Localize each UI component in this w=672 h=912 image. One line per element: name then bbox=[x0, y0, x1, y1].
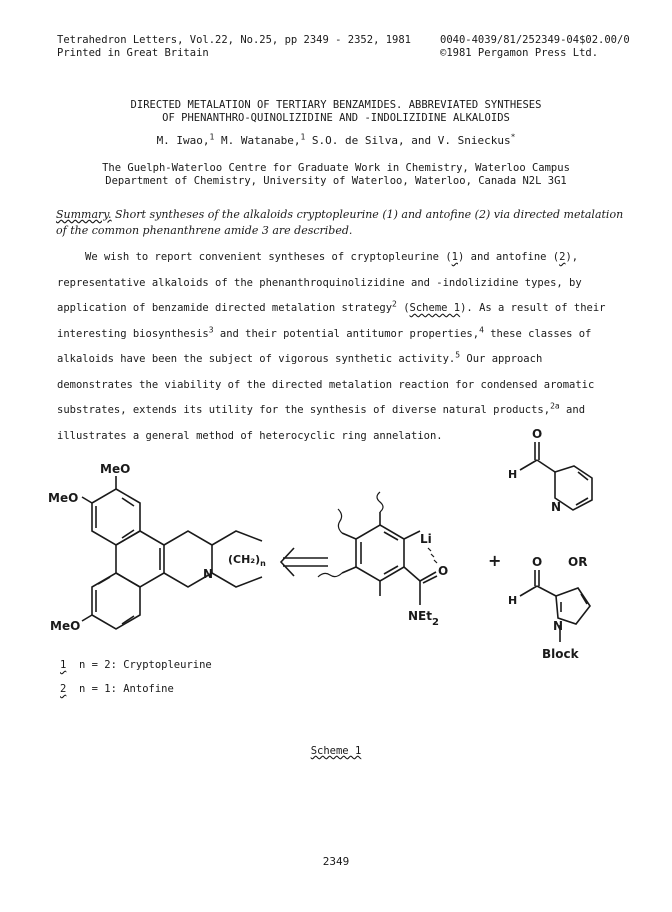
carbonyl-oxygen-label: O bbox=[438, 564, 449, 578]
paper-title bbox=[0, 99, 672, 125]
author-list bbox=[0, 134, 672, 147]
compound-ref-2: 2 bbox=[559, 251, 566, 263]
pyridine-hydrogen-label: H bbox=[508, 468, 518, 481]
citation-5: 5 bbox=[455, 350, 461, 360]
other-authors: S.O. de Silva, and V. Snieckus bbox=[305, 134, 511, 147]
body-text-d: ( bbox=[396, 302, 410, 314]
body-text-f: and their potential antitumor properties, bbox=[213, 327, 480, 340]
author-1-note: 1 bbox=[209, 132, 215, 142]
body-text-i: and illustrates a general method of heterocyclic ring annelation. bbox=[57, 404, 586, 442]
or-label: OR bbox=[568, 555, 588, 569]
compound-ref-1: 1 bbox=[451, 251, 458, 263]
summary bbox=[56, 207, 626, 239]
lithium-label: Li bbox=[420, 532, 432, 546]
journal-line: Tetrahedron Letters, Vol.22, No.25, pp 2349 - 2352, 1981 bbox=[57, 34, 412, 46]
pyrrole-nitrogen-label: N bbox=[553, 619, 564, 633]
legend-item-1 bbox=[60, 653, 212, 677]
title-line-1: DIRECTED METALATION OF TERTIARY BENZAMIDES. ABBREVIATED SYNTHESES bbox=[130, 99, 542, 111]
summary-text: Short syntheses of the alkaloids cryptopleurine (1) and antofine (2) via directed metalation of the common phenanthrene amide 3 are described. bbox=[56, 208, 624, 237]
pyridine-nitrogen-label: N bbox=[551, 500, 562, 514]
legend-item-2 bbox=[60, 677, 212, 701]
body-text-h: Our approach demonstrates the viability of the directed metalation reaction for condensed aromatic substrates, extends its utility for the synthesis of diverse natural products, bbox=[57, 353, 595, 416]
scheme-caption: Scheme 1 bbox=[310, 745, 362, 757]
meo-left-label: MeO bbox=[48, 491, 79, 505]
code-line: 0040-4039/81/252349-04$02.00/0 bbox=[440, 34, 630, 46]
legend-item-1-number: 1 bbox=[60, 659, 67, 671]
legend-item-2-text: n = 1: Antofine bbox=[78, 683, 174, 695]
body-text-c: ), representative alkaloids of the phenanthroquinolizidine and -indolizidine types, by application of benzamide directed metalation strategy bbox=[57, 251, 582, 314]
page-number: 2349 bbox=[322, 855, 350, 868]
diethylamide-label: NEt$_2$ bbox=[408, 609, 439, 628]
plus-sign: + bbox=[488, 551, 502, 570]
affiliation bbox=[0, 162, 672, 188]
author-1: M. Iwao, bbox=[156, 134, 210, 147]
body-text-a: We wish to report convenient syntheses of cryptopleurine ( bbox=[85, 251, 452, 263]
compound-legend bbox=[60, 653, 212, 701]
affiliation-line-2: Department of Chemistry, University of Waterloo, Waterloo, Canada N2L 3G1 bbox=[105, 175, 567, 187]
printed-line: Printed in Great Britain bbox=[57, 47, 209, 59]
affiliation-line-1: The Guelph-Waterloo Centre for Graduate Work in Chemistry, Waterloo Campus bbox=[102, 162, 570, 174]
copyright-line: ©1981 Pergamon Press Ltd. bbox=[440, 47, 599, 59]
journal-citation bbox=[57, 34, 411, 60]
corresponding-mark: * bbox=[510, 132, 516, 142]
citation-2: 2 bbox=[392, 299, 397, 309]
body-paragraph bbox=[57, 245, 623, 449]
scheme-ref: Scheme 1 bbox=[409, 302, 461, 314]
citation-2a: 2a bbox=[550, 401, 560, 411]
ring-size-label: $(CH_2)_n$ bbox=[228, 553, 266, 568]
pyrrole-oxygen-label: O bbox=[532, 555, 543, 569]
pyrrole-hydrogen-label: H bbox=[508, 594, 518, 607]
metalated-benzamide-structure bbox=[318, 492, 437, 605]
body-text-b: ) and antofine ( bbox=[457, 251, 560, 263]
title-line-2: OF PHENANTHRO-QUINOLIZIDINE AND -INDOLIZIDINE ALKALOIDS bbox=[162, 112, 510, 124]
meo-bottom-label: MeO bbox=[50, 619, 81, 633]
author-2-note: 1 bbox=[300, 132, 306, 142]
citation-3: 3 bbox=[208, 325, 214, 334]
scheme-1-figure bbox=[0, 420, 672, 680]
phenanthrene-alkaloid-structure bbox=[82, 476, 328, 629]
pyridine-oxygen-label: O bbox=[532, 427, 543, 441]
meo-top-label: MeO bbox=[100, 462, 131, 476]
protecting-group-label: Block bbox=[542, 647, 579, 661]
dashed-bond bbox=[428, 548, 437, 563]
legend-item-2-number: 2 bbox=[60, 683, 67, 695]
nitrogen-atom-label: N bbox=[203, 567, 214, 581]
author-2: M. Watanabe, bbox=[214, 134, 301, 147]
legend-item-1-text: n = 2: Cryptopleurine bbox=[78, 659, 212, 671]
publisher-info bbox=[440, 34, 630, 60]
body-text-g: these classes of alkaloids have been the subject of vigorous synthetic activity. bbox=[57, 327, 592, 365]
citation-4: 4 bbox=[479, 325, 484, 334]
body-text-e: ). As a result of their interesting biosynthesis bbox=[57, 302, 606, 340]
summary-label: Summary. bbox=[56, 208, 112, 221]
